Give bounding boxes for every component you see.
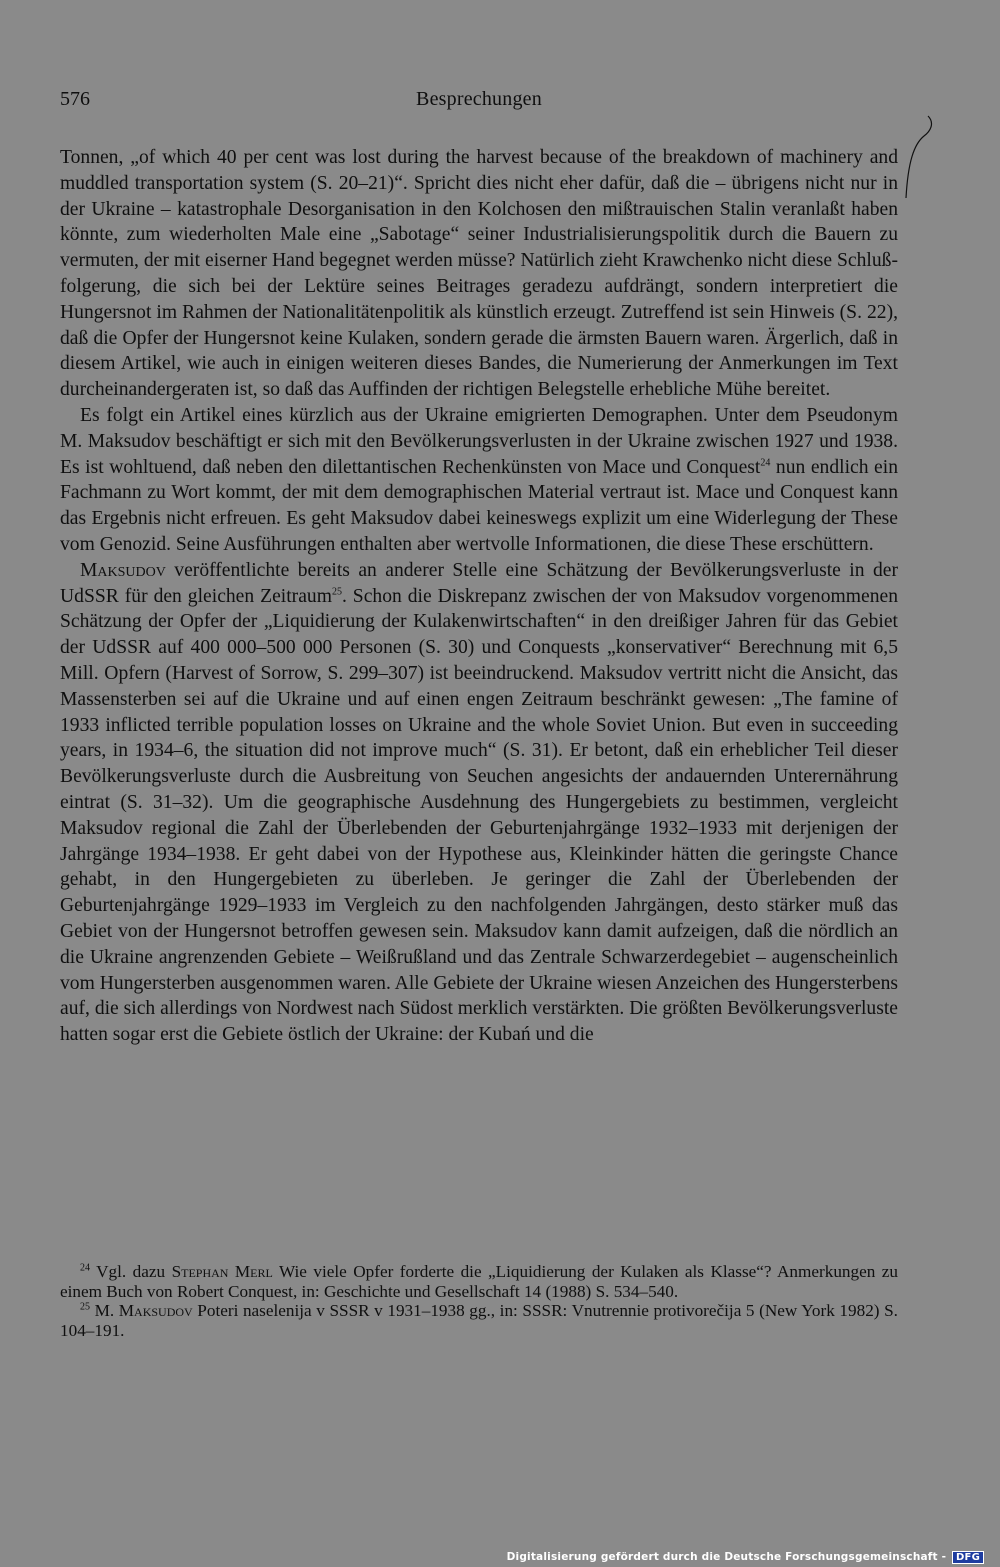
pencil-margin-mark — [898, 112, 948, 202]
footnote-24: $^{24}$ Vgl. dazu Stephan Merl Wie viele Opfer forderte die „Liquidierung der Kulaken als Klasse“? Anmerkungen zu einem Buch von Robert Conquest, in: Geschichte und Gesellschaft 14 (1988) S. 534–540. — [60, 1262, 899, 1301]
paragraph-3: Maksudov veröffentlichte bereits an anderer Stelle eine Schätzung der Bevölkerungsverluste in der UdSSR für den gleichen Zeitraum$^{25}$. Schon die Diskrepanz zwischen der von Maksudov vorgenommenen Schätzung der Opfer der „Liquidierung der Kulakenwirtschaften“ in den dreißiger Jahren für das Gebiet der UdSSR auf 400 000–500 000 Personen (S. 30) und Conquests „konservativer“ Berechnung mit 6,5 Mill. Opfern (Harvest of Sorrow, S. 299–307) ist beeindruckend. Maksudov vertritt nicht die Ansicht, das Massensterben sei auf die Ukraine und auf einen engen Zeitraum beschränkt gewesen: „The famine of 1933 inflicted terrible population losses on Ukraine and the whole Soviet Union. But even in succeeding years, in 1934–6, the situation did not improve much“ (S. 31). Er betont, daß ein erheblicher Teil dieser Bevölkerungsverluste durch die Ausbreitung von Seuchen angesichts der andauernden Unterernährung eintrat (S. 31–32). Um die geographische Ausdehnung des Hungergebiets zu bestimmen, vergleicht Maksudov regional die Zahl der Überlebenden der Geburtenjahrgänge 1932–1933 mit derjenigen der Jahrgänge 1934–1938. Er geht dabei von der Hypothese aus, Kleinkinder hätten die geringste Chance gehabt, in den Hungergebieten zu überleben. Je geringer die Zahl der Überlebenden der Geburtenjahrgänge 1929–1933 im Vergleich zu den nachfolgenden Jahrgängen, desto stärker muß das Gebiet von der Hungersnot betroffen gewesen sein. Maksudov kann damit aufzeigen, daß die nördlich an die Ukraine angrenzenden Gebiete – Weißrußland und das Zentrale Schwarzerdegebiet – augenscheinlich vom Hungersterben ausgenommen waren. Alle Gebiete der Ukraine wiesen Anzeichen des Hungersterbens auf, die sich allerdings von Nordwest nach Südost merklich verstärkten. Die größten Bevölkerungsverluste hatten sogar erst die Gebiete östlich der Ukraine: der Kubań und die — [60, 559, 898, 1046]
footnote-ref-25[interactable]: 25 — [331, 586, 342, 598]
footnotes — [60, 1262, 898, 1340]
main-text — [60, 145, 898, 1048]
running-head: Besprechungen — [416, 88, 542, 110]
paragraph-1: Tonnen, „of which 40 per cent was lost during the harvest because of the breakdown of machinery and muddled transportation system (S. 20–21)“. Spricht dies nicht eher dafür, daß die – übrigens nicht nur in der Ukraine – katastrophale Desorganisation in den Kolchosen den mißtrauischen Stalin veranlaßt haben könnte, zum wiederholten Male eine „Sabotage“ seiner Industrialisierungspolitik durch die Bauern zu vermuten, der mit eiserner Hand begegnet werden müsse? Natürlich zieht Krawchenko nicht diese Schlußfolgerung, die sich bei der Lektüre seines Beitrages geradezu aufdrängt, sondern interpretiert die Hungersnot im Rahmen der Nationalitätenpolitik als künstlich erzeugt. Zutreffend ist sein Hinweis (S. 22), daß die Opfer der Hungersnot keine Kulaken, sondern gerade die ärmsten Bauern waren. Ärgerlich, daß in diesem Artikel, wie auch in einigen weiteren dieses Bandes, die Numerierung der Anmerkungen im Text durcheinandergeraten ist, so daß das Auffinden der richtigen Belegstelle erhebliche Mühe bereitet. — [60, 147, 898, 401]
page-header — [60, 88, 898, 118]
footnote-ref-24[interactable]: 24 — [760, 457, 771, 469]
page-number: 576 — [60, 88, 90, 110]
footnote-25: $^{25}$ M. Maksudov Poteri naselenija v SSSR v 1931–1938 gg., in: SSSR: Vnutrennie protivorečija 5 (New York 1982) S. 104–191. — [60, 1301, 898, 1340]
footer-text: Digitalisierung gefördert durch die Deutsche Forschungsgemeinschaft - — [506, 1551, 947, 1563]
dfg-logo-icon[interactable]: DFG — [952, 1551, 984, 1564]
author-name: Maksudov — [80, 559, 166, 581]
digitization-footer — [507, 1551, 984, 1564]
paragraph-2: Es folgt ein Artikel eines kürzlich aus der Ukraine emigrierten Demographen. Unter dem Pseudonym M. Maksudov beschäftigt er sich mit den Bevölkerungsverlusten in der Ukraine zwischen 1927 und 1938. Es ist wohltuend, daß neben den dilettantischen Rechenkünsten von Mace und Conquest$^{24}$ nun endlich ein Fachmann zu Wort kommt, der mit dem demographischen Material vertraut ist. Mace und Conquest kann das Ergebnis nicht erfreuen. Es geht Maksudov dabei keineswegs explizit um eine Widerlegung der These vom Genozid. Seine Ausführungen enthalten aber wertvolle Informationen, die diese These erschüttern. — [60, 404, 898, 555]
